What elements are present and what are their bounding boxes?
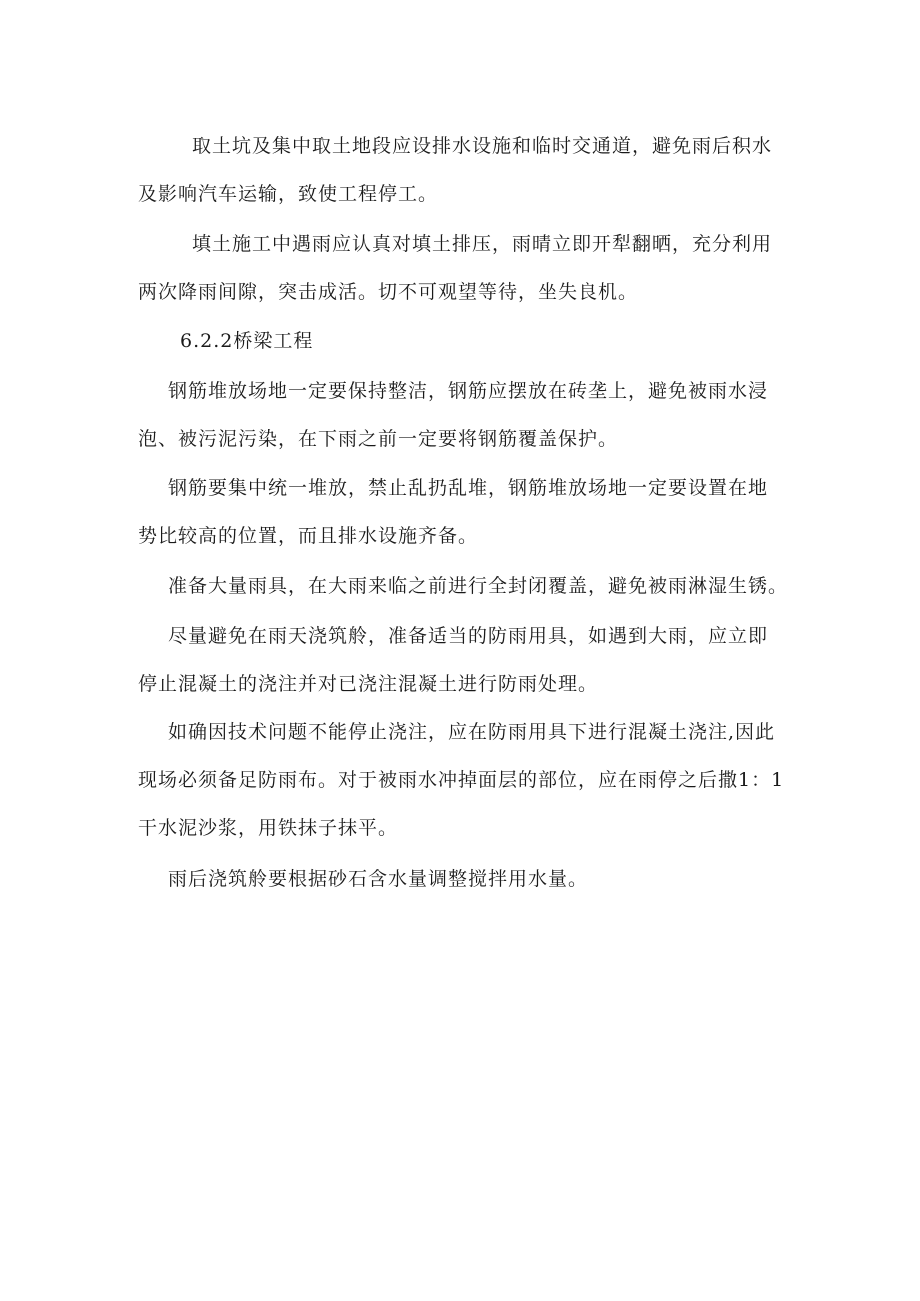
paragraph-line: 及影响汽车运输，致使工程停工。 [138, 183, 439, 205]
paragraph-line: 尽量避免在雨天浇筑舲，准备适当的防雨用具，如遇到大雨，应立即 [168, 625, 769, 647]
paragraph-line: 填土施工中遇雨应认真对填土排压，雨晴立即开犁翻晒，充分利用 [192, 233, 773, 255]
paragraph-line: 钢筋要集中统一堆放，禁止乱扔乱堆，钢筋堆放场地一定要设置在地 [168, 477, 769, 499]
paragraph-avoid-rain-pour [138, 612, 798, 708]
paragraph-line: 雨后浇筑舲要根据砂石含水量调整搅拌用水量。 [168, 868, 589, 890]
paragraph-line: 准备大量雨具，在大雨来临之前进行全封闭覆盖，避免被雨淋湿生锈。 [168, 575, 789, 597]
paragraph-line: 钢筋堆放场地一定要保持整洁，钢筋应摆放在砖垄上，避免被雨水浸 [168, 380, 769, 402]
paragraph-after-rain [138, 855, 798, 903]
paragraph-line: 干水泥沙浆，用铁抹子抹平。 [138, 817, 399, 839]
paragraph-line: 取土坑及集中取土地段应设排水设施和临时交通道，避免雨后积水 [192, 135, 773, 157]
paragraph-rebar-stacking [138, 464, 798, 560]
paragraph-borrow-pit [138, 122, 798, 218]
paragraph-technical-continue [138, 708, 798, 852]
paragraph-rain-gear [138, 562, 798, 610]
paragraph-rebar-storage [138, 367, 798, 463]
paragraph-line: 泡、被污泥污染，在下雨之前一定要将钢筋覆盖保护。 [138, 428, 619, 450]
paragraph-line: 停止混凝土的浇注并对已浇注混凝土进行防雨处理。 [138, 673, 599, 695]
paragraph-fill-rain [138, 220, 798, 316]
paragraph-line: 两次降雨间隙，突击成活。切不可观望等待，坐失良机。 [138, 281, 639, 303]
paragraph-line: 如确因技术问题不能停止浇注，应在防雨用具下进行混凝土浇注,因此 [168, 721, 776, 743]
paragraph-line: 现场必须备足防雨布。对于被雨水冲掉面层的部位，应在雨停之后撒1：1 [138, 769, 785, 791]
paragraph-line: 势比较高的位置，而且排水设施齐备。 [138, 525, 479, 547]
section-heading-bridge: 6.2.2桥梁工程 [180, 330, 314, 352]
